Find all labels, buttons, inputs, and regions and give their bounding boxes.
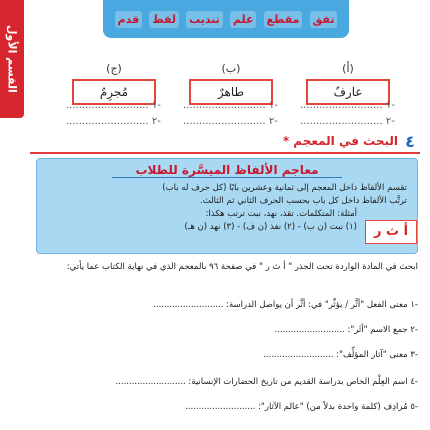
- column-word: عارفٌ: [306, 79, 390, 105]
- blank-line[interactable]: -٢ ..........................: [300, 116, 395, 127]
- word-strip: [103, 0, 349, 38]
- star-icon: *: [282, 134, 290, 148]
- info-line: (١) نبت (ن ب) - (٢) نفذ (ن ف) - (٣) نهد (ن هـ): [184, 222, 357, 232]
- strip-word: قدم: [115, 11, 143, 28]
- strip-word: علم: [230, 11, 257, 28]
- info-box: [36, 158, 418, 254]
- root-letters: أ ث ر: [365, 220, 417, 244]
- blank-line[interactable]: -١ ..........................: [300, 100, 395, 111]
- question[interactable]: -٢ جمع الاسم "أثَر": ..........................: [274, 325, 418, 335]
- blank-line[interactable]: -١ ..........................: [183, 100, 278, 111]
- section-heading: [283, 134, 398, 148]
- question[interactable]: -٣ معنى "آثار المؤلِّف": ..........................: [263, 350, 418, 360]
- blank-line[interactable]: -١ ..........................: [66, 100, 161, 111]
- column-word: مُجرِمٌ: [72, 79, 156, 105]
- column-word: طاهرٌ: [189, 79, 273, 105]
- column-c: [66, 62, 162, 105]
- blank-line[interactable]: -٢ ..........................: [183, 116, 278, 127]
- info-heading: معاجم الألفاظ الميسَّرة للطلاب: [112, 163, 342, 178]
- strip-word: مقطع: [264, 11, 303, 28]
- question[interactable]: -٥ مُرادِف (كلمة واحدة بدلاً من) "عالم الآثار": ..........................: [185, 402, 418, 412]
- question[interactable]: -١ معنى الفعل "أثَّر / يؤثِّر" في: أثَّر أن يواصل الدراسة: ..........................: [153, 300, 418, 310]
- section-title: [30, 134, 420, 154]
- question[interactable]: -٤ اسم العِلْم الخاص بدراسة القديم من تاريخ الحضارات الإنسانية: ..........................: [115, 377, 418, 387]
- strip-word: تفق: [310, 11, 338, 28]
- info-line: أمثلة: المتكلمات. تقذ، نهد، نبت ترتب هكذا:: [205, 209, 357, 219]
- section-heading-text: البحث في المعجم: [293, 134, 398, 148]
- strip-word: تنديب: [186, 11, 223, 28]
- column-letter: (ب): [221, 62, 241, 75]
- side-tab: القسم الأول: [0, 0, 24, 118]
- column-letter: (أ): [342, 62, 354, 75]
- column-b: [183, 62, 279, 105]
- info-line: تقسم الألفاظ داخل المعجم إلى ثمانية وعشرين بابًا (كل حرف له باب): [162, 183, 407, 193]
- info-line: ترتَّب الألفاظ داخل كل باب بحسب الحرف الثاني ثم الثالث.: [200, 196, 407, 206]
- section-number: ٤: [405, 132, 415, 151]
- column-letter: (ج): [106, 62, 122, 75]
- intro-text: ابحث في المادة الواردة تحت الجذر " أ ث ر " في صفحة ٩٦ بالمعجم الذي في نهاية الكتاب عما يأتي:: [66, 262, 418, 272]
- column-a: [300, 62, 396, 105]
- strip-word: لفظ: [149, 11, 179, 28]
- blank-line[interactable]: -٢ ..........................: [66, 116, 161, 127]
